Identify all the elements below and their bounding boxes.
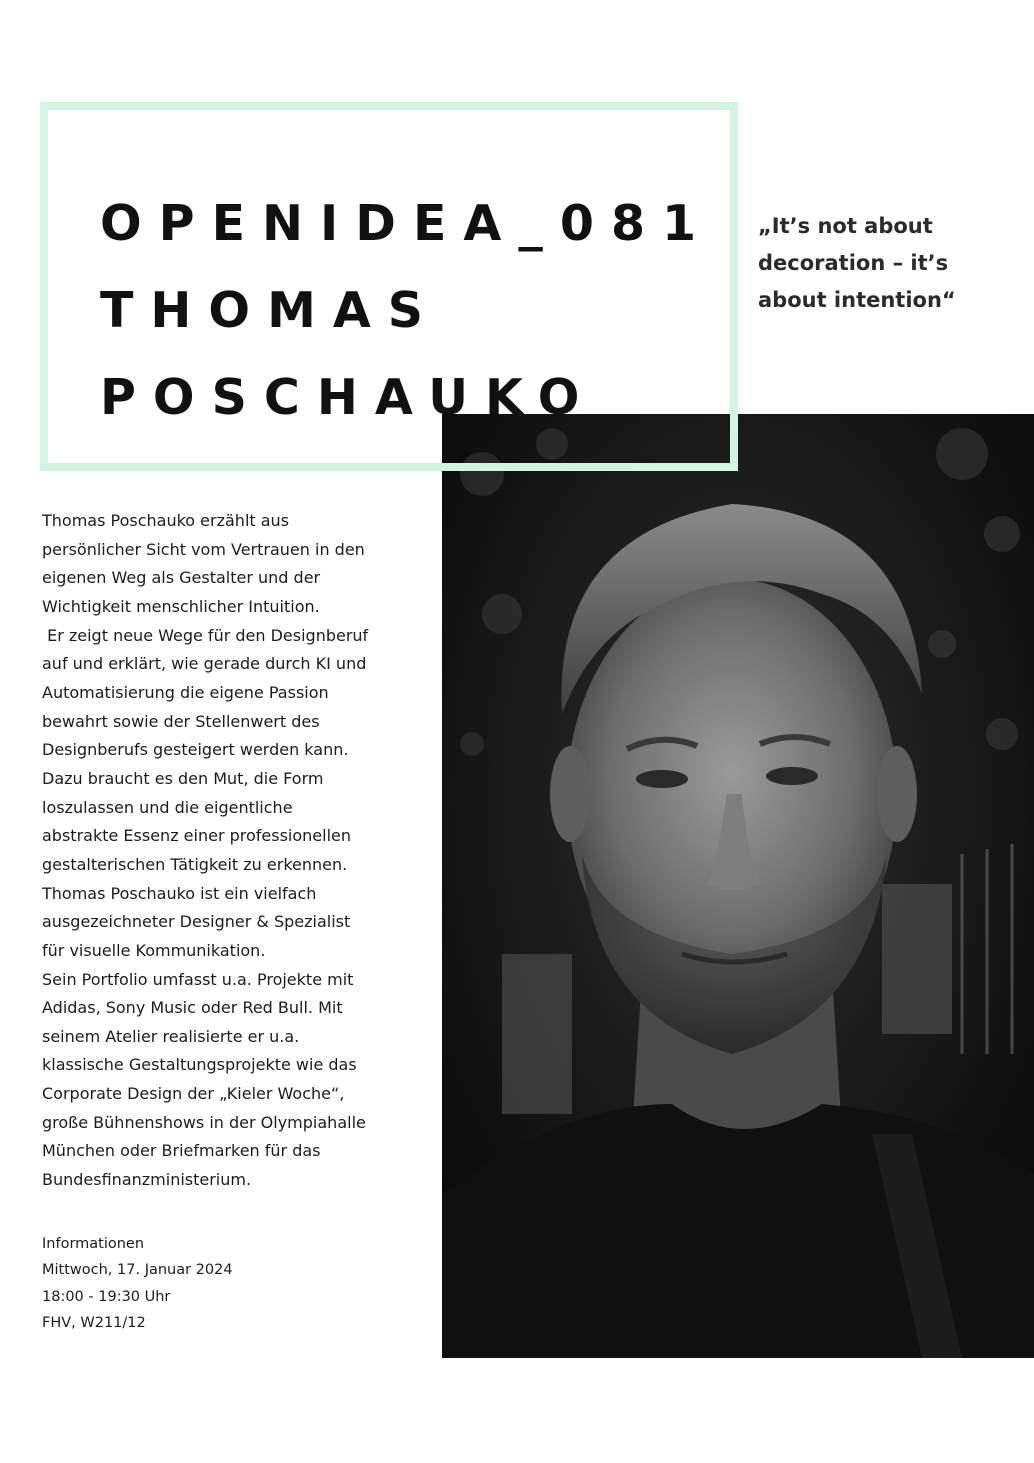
biography-text	[42, 507, 432, 1195]
bio-line: Automatisierung die eigene Passion	[42, 682, 329, 702]
bio-line: Dazu braucht es den Mut, die Form	[42, 768, 324, 788]
bio-line: große Bühnenshows in der Olympiahalle	[42, 1112, 366, 1132]
bio-line: Thomas Poschauko ist ein vielfach	[42, 883, 317, 903]
event-title	[100, 180, 713, 441]
bio-line: Thomas Poschauko erzählt aus	[42, 511, 290, 530]
portrait-illustration	[442, 414, 1034, 1358]
info-date: Mittwoch, 17. Januar 2024	[42, 1262, 233, 1279]
bio-line: Designberufs gesteigert werden kann.	[42, 740, 349, 760]
bio-line: Corporate Design der „Kieler Woche“,	[42, 1084, 345, 1104]
bio-line: Wichtigkeit menschlicher Intuition.	[42, 596, 320, 616]
quote-line: decoration – it’s	[758, 251, 949, 275]
bio-line: auf und erklärt, wie gerade durch KI und	[42, 654, 367, 674]
title-line-first-name: THOMAS	[100, 282, 441, 339]
title-line-series: OPENIDEA_081	[100, 195, 714, 252]
title-line-last-name: POSCHAUKO	[100, 369, 597, 426]
bio-line: bewahrt sowie der Stellenwert des	[42, 711, 320, 731]
bio-line: für visuelle Kommunikation.	[42, 940, 266, 960]
portrait-photo	[442, 414, 1034, 1358]
info-location: FHV, W211/12	[42, 1314, 146, 1331]
bio-line: München oder Briefmarken für das	[42, 1141, 321, 1161]
bio-line: klassische Gestaltungsprojekte wie das	[42, 1055, 357, 1075]
bio-line: Er zeigt neue Wege für den Designberuf	[42, 625, 369, 645]
bio-line: seinem Atelier realisierte er u.a.	[42, 1026, 300, 1046]
bio-line: gestalterischen Tätigkeit zu erkennen.	[42, 854, 348, 874]
info-time: 18:00 - 19:30 Uhr	[42, 1288, 171, 1305]
info-heading: Informationen	[42, 1236, 145, 1252]
bio-line: Sein Portfolio umfasst u.a. Projekte mit	[42, 969, 354, 989]
bio-line: abstrakte Essenz einer professionellen	[42, 826, 352, 846]
quote-line: about intention“	[758, 288, 956, 312]
bio-line: Adidas, Sony Music oder Red Bull. Mit	[42, 998, 343, 1018]
bio-line: ausgezeichneter Designer & Spezialist	[42, 912, 351, 932]
bio-line: loszulassen und die eigentliche	[42, 797, 293, 817]
event-information	[42, 1231, 233, 1336]
quote	[758, 208, 1018, 319]
bio-line: persönlicher Sicht vom Vertrauen in den	[42, 539, 365, 559]
bio-line: Bundesfinanzministerium.	[42, 1170, 252, 1190]
quote-line: „It’s not about	[758, 214, 933, 238]
bio-line: eigenen Weg als Gestalter und der	[42, 568, 321, 588]
